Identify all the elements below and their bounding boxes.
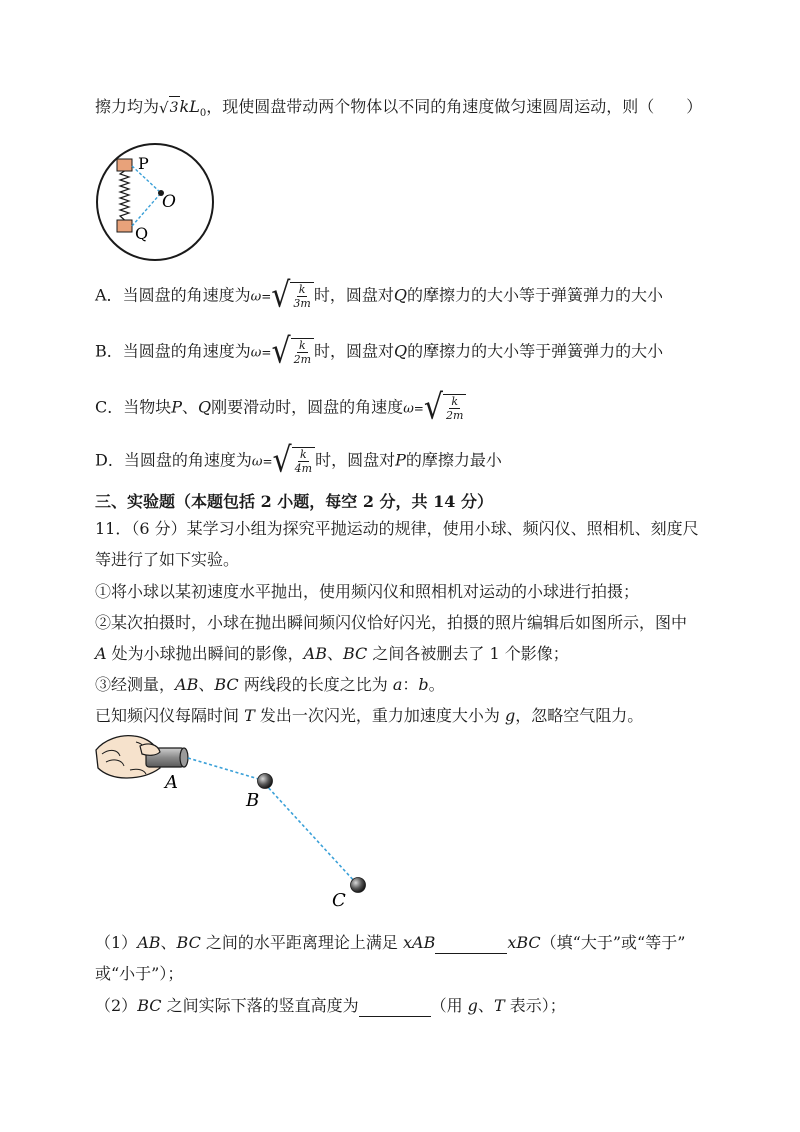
q11-step2-line1: ②某次拍摄时，小球在抛出瞬间频闪仪恰好闪光，拍摄的照片编辑后如图所示，图中 bbox=[95, 613, 688, 632]
q11-sub1: （1）AB、BC 之间的水平距离理论上满足 xAB xBC（填“大于”或“等于” bbox=[95, 933, 686, 952]
thumb bbox=[140, 744, 160, 755]
q11-sub2: （2）BC 之间实际下落的竖直高度为 （用 g、T 表示）； bbox=[95, 996, 566, 1015]
q11-line1: 11．（6 分）某学习小组为探究平抛运动的规律，使用小球、频闪仪、照相机、刻度尺 bbox=[95, 519, 699, 538]
label-o: O bbox=[162, 192, 176, 212]
rotating-disk-figure bbox=[95, 142, 225, 266]
label-a: A bbox=[165, 772, 178, 793]
block-q bbox=[117, 220, 132, 232]
projectile-figure bbox=[90, 728, 390, 913]
q11-step3: ③经测量，AB、BC 两线段的长度之比为 a：b。 bbox=[95, 675, 445, 694]
label-c: C bbox=[332, 890, 346, 911]
q11-step2-line2: A 处为小球抛出瞬间的影像，AB、BC 之间各被删去了 1 个影像； bbox=[95, 644, 569, 663]
label-p: P bbox=[138, 154, 149, 173]
ball-b bbox=[258, 774, 273, 789]
option-b: B．当圆盘的角速度为ω= √ $\frac{k}{2m}$ 时，圆盘对Q的摩擦力的大小等于弹簧弹力的大小 bbox=[95, 331, 664, 372]
q11-line2: 等进行了如下实验。 bbox=[95, 550, 240, 569]
option-c: C．当物块P、Q刚要滑动时，圆盘的角速度ω= √ $\frac{k}{2m}$ bbox=[95, 393, 466, 423]
q11-sub1-cont: 或“小于”）； bbox=[95, 964, 184, 983]
q11-given: 已知频闪仪每隔时间 T 发出一次闪光，重力加速度大小为 g，忽略空气阻力。 bbox=[95, 706, 644, 725]
option-d: D．当圆盘的角速度为ω= √ $\frac{k}{4m}$ 时，圆盘对P的摩擦力最小 bbox=[95, 440, 502, 481]
answer-blank-1[interactable] bbox=[435, 937, 507, 954]
block-p bbox=[117, 159, 132, 171]
disk-circle bbox=[97, 144, 213, 260]
option-a: A．当圆盘的角速度为ω= √ $\frac{k}{3m}$ 时，圆盘对Q的摩擦力的大小等于弹簧弹力的大小 bbox=[95, 275, 663, 316]
label-q: Q bbox=[135, 224, 149, 243]
answer-blank-2[interactable] bbox=[359, 1000, 431, 1017]
ball-c bbox=[351, 878, 366, 893]
section-heading: 三、实验题（本题包括 2 小题，每空 2 分，共 14 分） bbox=[95, 492, 493, 511]
path-bc bbox=[265, 784, 356, 883]
label-b: B bbox=[246, 790, 260, 811]
q11-step1: ①将小球以某初速度水平抛出，使用频闪仪和照相机对运动的小球进行拍摄； bbox=[95, 582, 640, 601]
intro-line: 擦力均为 √ 3 $kL_0$，现使圆盘带动两个物体以不同的角速度做匀速圆周运动，则（ ） bbox=[95, 97, 703, 120]
path-ab bbox=[188, 758, 262, 780]
